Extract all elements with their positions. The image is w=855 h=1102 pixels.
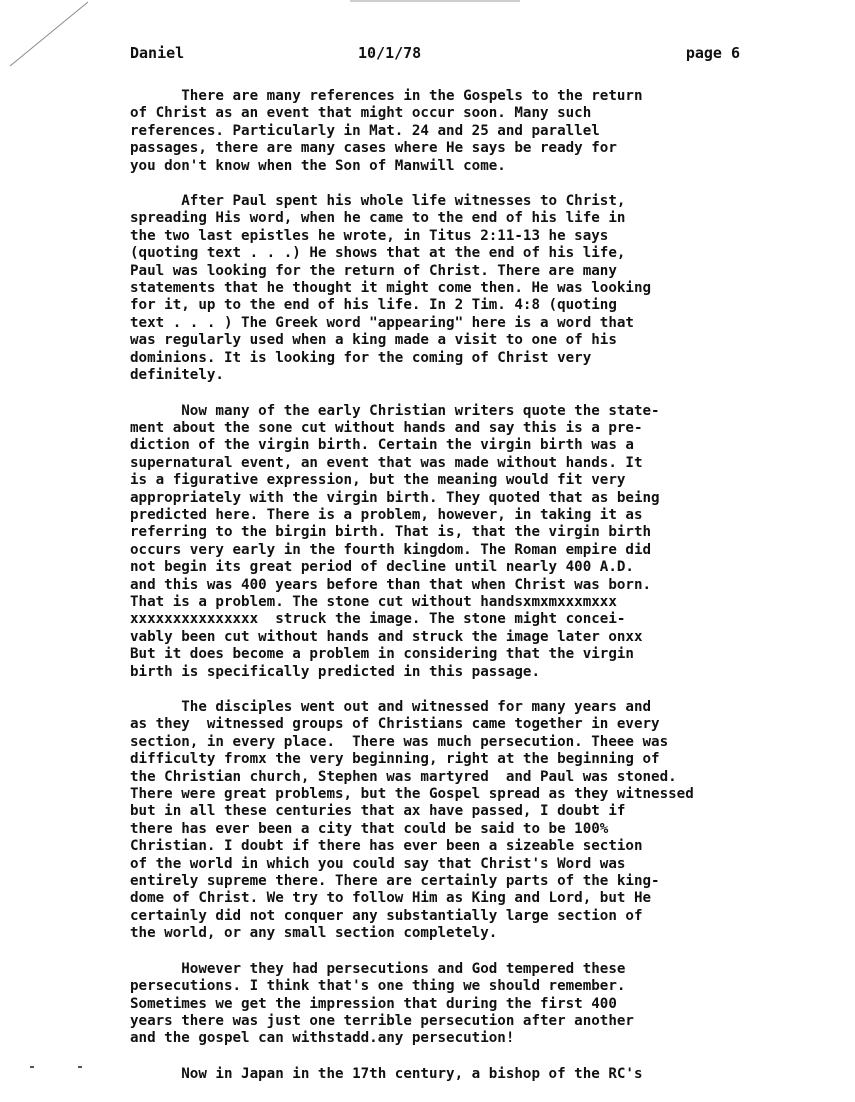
paragraph bbox=[130, 961, 845, 1048]
text-line: not begin its great period of decline until nearly 400 A.D. bbox=[130, 559, 634, 576]
text-line: dome of Christ. We try to follow Him as King and Lord, but He bbox=[130, 890, 652, 907]
text-line: for it, up to the end of his life. In 2 Tim. 4:8 (quoting bbox=[130, 297, 617, 314]
text-line: but in all these centuries that ax have passed, I doubt if bbox=[130, 803, 626, 820]
scan-corner-line bbox=[8, 0, 98, 70]
text-line: Now in Japan in the 17th century, a bishop of the RC's bbox=[130, 1065, 643, 1082]
document-body bbox=[130, 88, 845, 1083]
text-line: dominions. It is looking for the coming of Christ very bbox=[130, 349, 592, 366]
paragraph bbox=[130, 88, 845, 175]
text-line: statements that he thought it might come then. He was looking bbox=[130, 280, 652, 297]
text-line: you don't know when the Son of Manwill come. bbox=[130, 157, 506, 174]
text-line: years there was just one terrible persecution after another bbox=[130, 1012, 634, 1029]
text-line: referring to the birgin birth. That is, that the virgin birth bbox=[130, 524, 652, 541]
text-line: Now many of the early Christian writers quote the state- bbox=[130, 402, 660, 419]
scan-top-rule bbox=[350, 0, 520, 2]
text-line: However they had persecutions and God tempered these bbox=[130, 960, 626, 977]
scan-marks bbox=[30, 1066, 90, 1074]
text-line: persecutions. I think that's one thing we should remember. bbox=[130, 978, 626, 995]
text-line: predicted here. There is a problem, however, in taking it as bbox=[130, 506, 643, 523]
text-line: There were great problems, but the Gospel spread as they witnessed bbox=[130, 786, 694, 803]
text-line: and the gospel can withstadd.any persecution! bbox=[130, 1030, 515, 1047]
text-line: spreading His word, when he came to the end of his life in bbox=[130, 210, 626, 227]
text-line: definitely. bbox=[130, 367, 224, 384]
text-line: entirely supreme there. There are certainly parts of the king- bbox=[130, 873, 660, 890]
page-header bbox=[130, 44, 740, 66]
text-line: the two last epistles he wrote, in Titus 2:11-13 he says bbox=[130, 227, 609, 244]
text-line: of Christ as an event that might occur soon. Many such bbox=[130, 105, 592, 122]
text-line: is a figurative expression, but the meaning would fit very bbox=[130, 472, 626, 489]
text-line: The disciples went out and witnessed for many years and bbox=[130, 699, 652, 715]
text-line: as they witnessed groups of Christians came together in every bbox=[130, 716, 660, 733]
text-line: xxxxxxxxxxxxxxx struck the image. The stone might concei- bbox=[130, 611, 626, 628]
text-line: the world, or any small section completely. bbox=[130, 925, 498, 942]
text-line: But it does become a problem in considering that the virgin bbox=[130, 646, 634, 663]
text-line: occurs very early in the fourth kingdom. The Roman empire did bbox=[130, 541, 652, 558]
text-line: Sometimes we get the impression that during the first 400 bbox=[130, 995, 617, 1012]
text-line: there has ever been a city that could be said to be 100% bbox=[130, 820, 609, 837]
text-line: ment about the sone cut without hands and say this is a pre- bbox=[130, 419, 643, 436]
paragraph bbox=[130, 1066, 845, 1083]
text-line: vably been cut without hands and struck the image later onxx bbox=[130, 628, 643, 645]
text-line: certainly did not conquer any substantially large section of bbox=[130, 907, 643, 924]
text-line: Christian. I doubt if there has ever been a sizeable section bbox=[130, 838, 643, 855]
text-line: appropriately with the virgin birth. They quoted that as being bbox=[130, 489, 660, 506]
text-line: references. Particularly in Mat. 24 and 25 and parallel bbox=[130, 122, 600, 139]
text-line: difficulty fromx the very beginning, right at the beginning of bbox=[130, 751, 660, 768]
text-line: There are many references in the Gospels to the return bbox=[130, 88, 643, 104]
text-line: text . . . ) The Greek word "appearing" here is a word that bbox=[130, 314, 634, 331]
text-line: section, in every place. There was much persecution. Theee was bbox=[130, 733, 669, 750]
text-line: was regularly used when a king made a visit to one of his bbox=[130, 332, 617, 349]
text-line: That is a problem. The stone cut without handsxmxmxxxmxxx bbox=[130, 593, 617, 610]
text-line: (quoting text . . .) He shows that at the end of his life, bbox=[130, 245, 626, 262]
paragraph bbox=[130, 403, 845, 682]
header-page-number: page 6 bbox=[685, 44, 740, 62]
paragraph bbox=[130, 193, 845, 384]
text-line: After Paul spent his whole life witnesses to Christ, bbox=[130, 193, 626, 210]
text-line: the Christian church, Stephen was martyred and Paul was stoned. bbox=[130, 768, 677, 785]
text-line: diction of the virgin birth. Certain the virgin birth was a bbox=[130, 437, 634, 454]
text-line: passages, there are many cases where He says be ready for bbox=[130, 140, 617, 157]
text-line: supernatural event, an event that was made without hands. It bbox=[130, 454, 643, 471]
header-date: 10/1/78 bbox=[358, 44, 422, 62]
header-title: Daniel bbox=[130, 44, 185, 62]
text-line: Paul was looking for the return of Christ. There are many bbox=[130, 262, 617, 279]
paragraph bbox=[130, 699, 845, 943]
text-line: of the world in which you could say that Christ's Word was bbox=[130, 855, 626, 872]
text-line: and this was 400 years before than that when Christ was born. bbox=[130, 576, 652, 593]
text-line: birth is specifically predicted in this passage. bbox=[130, 663, 540, 680]
